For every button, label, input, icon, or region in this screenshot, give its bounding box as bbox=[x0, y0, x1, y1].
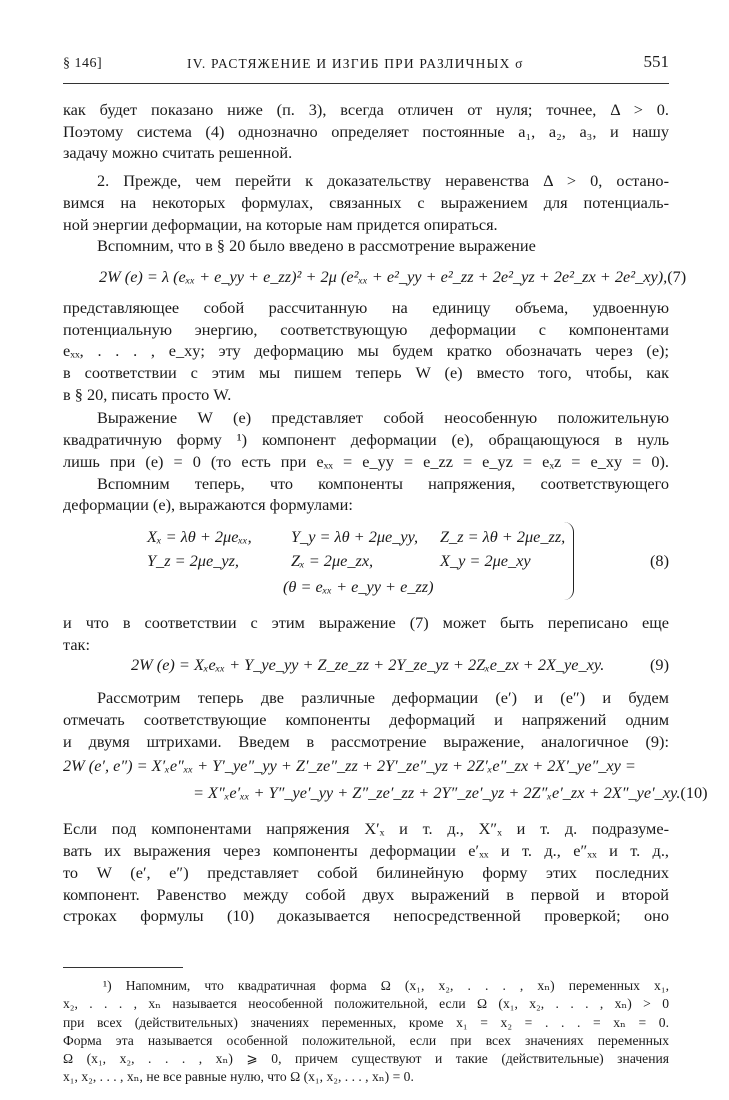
equation-10-line2 bbox=[63, 778, 708, 806]
right-brace bbox=[563, 522, 574, 600]
text-line: Если под компонентами напряжения X′ₓ и т. д., X″ₓ и т. д. подразуме- bbox=[63, 819, 669, 839]
section-ref: § 146] bbox=[63, 56, 103, 71]
paragraph-3 bbox=[63, 235, 669, 257]
footnote-line: Форма эта называется особенной положительной, если при всех значениях переменных bbox=[63, 1032, 669, 1048]
text-line: ной энергии деформации, на которые нам придется опираться. bbox=[63, 214, 498, 234]
paragraph-4 bbox=[63, 297, 669, 406]
footnote-line: при всех (действительных) значениях переменных, кроме x₁ = x₂ = . . . = xₙ = 0. bbox=[63, 1014, 669, 1030]
paragraph-6 bbox=[63, 473, 669, 516]
footnote bbox=[63, 977, 669, 1087]
text-line: Вспомним теперь, что компоненты напряжения, соответствующего bbox=[97, 473, 669, 493]
equation-formula: 2W (e′, e″) = X′ₓe″ₓₓ + Y′_ye″_yy + Z′_ze″_zz + 2Y′_ze″_yz + 2Z′ₓe″_zx + 2X′_ye″_xy = bbox=[63, 755, 636, 775]
paragraph-8 bbox=[63, 687, 669, 752]
equation-number: (8) bbox=[650, 550, 669, 570]
main-text bbox=[63, 99, 708, 927]
text-line: компонент. Равенство между собой двух выражений в первой и второй bbox=[63, 884, 669, 904]
text-line: и двумя штрихами. Введем в рассмотрение выражение, аналогичное (9): bbox=[63, 731, 669, 751]
paragraph-1 bbox=[63, 99, 669, 164]
text-line: лишь при (e) = 0 (то есть при eₓₓ = e_yy = e_zz = e_yz = eₓz = e_xy = 0). bbox=[63, 451, 669, 471]
eq8-cell: Y_z = 2μe_yz, bbox=[147, 550, 239, 570]
text-line: Поэтому система (4) однозначно определяет постоянные a₁, a₂, a₃, и нашу bbox=[63, 121, 669, 141]
footnote-line: ¹) Напомним, что квадратичная форма Ω (x₁, x₂, . . . , xₙ) переменных x₁, bbox=[103, 978, 669, 993]
text-line: в § 20, писать просто W. bbox=[63, 384, 232, 404]
eq8-cell: Xₓ = λθ + 2μeₓₓ, bbox=[147, 526, 252, 546]
text-line: Рассмотрим теперь две различные деформации (e′) и (e″) и будем bbox=[97, 688, 669, 708]
equation-number: (9) bbox=[650, 654, 669, 674]
header-rule bbox=[63, 83, 669, 84]
text-line: в соответствии с этим мы пишем теперь W (e) вместо того, чтобы, как bbox=[63, 363, 669, 383]
text-line: eₓₓ, . . . , e_xy; эту деформацию мы будем кратко обозначать через (e); bbox=[63, 341, 669, 361]
text-line: то W (e′, e″) представляет собой билинейную форму этих последних bbox=[63, 862, 669, 882]
equation-10-line1 bbox=[63, 752, 669, 778]
eq8-cell: Y_y = λθ + 2μe_yy, bbox=[291, 526, 419, 546]
equation-number: (10) bbox=[680, 782, 708, 802]
text-line: вать их выражения через компоненты деформации e′ₓₓ и т. д., e″ₓₓ и т. д., bbox=[63, 841, 669, 861]
footnote-line: x₁, x₂, . . . , xₙ, не все равные нулю, что Ω (x₁, x₂, . . . , xₙ) = 0. bbox=[63, 1069, 414, 1085]
eq8-cell: X_y = 2μe_xy bbox=[440, 550, 531, 570]
book-page bbox=[63, 52, 708, 1085]
footnote-rule bbox=[63, 967, 183, 968]
running-header bbox=[63, 52, 669, 78]
text-line: 2. Прежде, чем перейти к доказательству неравенства Δ > 0, остано- bbox=[97, 171, 669, 191]
text-line: и что в соответствии с этим выражение (7) может быть переписано еще bbox=[63, 612, 669, 632]
text-line: строках формулы (10) доказывается непосредственной проверкой; оно bbox=[63, 906, 669, 926]
text-line: Выражение W (e) представляет собой неособенную положительную bbox=[97, 408, 669, 428]
equation-8 bbox=[63, 520, 669, 606]
text-line: потенциальную энергию, соответствующую деформации с компонентами bbox=[63, 319, 669, 339]
equation-9 bbox=[63, 651, 669, 677]
eq8-theta: (θ = eₓₓ + e_yy + e_zz) bbox=[283, 576, 434, 596]
equation-formula: = X″ₓe′ₓₓ + Y″_ye′_yy + Z″_ze′_zz + 2Y″_ze′_yz + 2Z″ₓe′_zx + 2X″_ye′_xy. bbox=[193, 782, 681, 802]
chapter-title: IV. РАСТЯЖЕНИЕ И ИЗГИБ ПРИ РАЗЛИЧНЫХ σ bbox=[187, 56, 524, 71]
text-line: деформации (e), выражаются формулами: bbox=[63, 495, 353, 515]
paragraph-9 bbox=[63, 818, 669, 927]
text-line: задачу можно считать решенной. bbox=[63, 143, 293, 163]
eq8-cell: Zₓ = 2μe_zx, bbox=[291, 550, 374, 570]
equation-number: (7) bbox=[667, 267, 687, 287]
paragraph-2 bbox=[63, 170, 669, 235]
text-line: отмечать соответствующие компоненты деформаций и напряжений одним bbox=[63, 710, 669, 730]
text-line: Вспомним, что в § 20 было введено в рассмотрение выражение bbox=[97, 236, 536, 256]
equation-formula: 2W (e) = Xₓeₓₓ + Y_ye_yy + Z_ze_zz + 2Y_ze_yz + 2Zₓe_zx + 2X_ye_xy. bbox=[131, 654, 605, 674]
eq8-cell: Z_z = λθ + 2μe_zz, bbox=[440, 526, 566, 546]
equation-7 bbox=[63, 257, 687, 297]
footnote-line: Ω (x₁, x₂, . . . , xₙ) ⩾ 0, причем существуют и такие (действительные) значения bbox=[63, 1051, 669, 1067]
text-line: квадратичную форму ¹) компонент деформации (e), обращающуюся в нуль bbox=[63, 430, 669, 450]
footnote-line: x₂, . . . , xₙ называется неособенной положительной, если Ω (x₁, x₂, . . . , xₙ) > 0 bbox=[63, 996, 669, 1012]
paragraph-7 bbox=[63, 612, 669, 655]
paragraph-5 bbox=[63, 407, 669, 472]
page-number: 551 bbox=[643, 52, 669, 71]
text-line: так: bbox=[63, 634, 90, 654]
text-line: как будет показано ниже (п. 3), всегда отличен от нуля; точнее, Δ > 0. bbox=[63, 100, 669, 119]
equation-formula: 2W (e) = λ (eₓₓ + e_yy + e_zz)² + 2μ (e²ₓₓ + e²_yy + e²_zz + 2e²_yz + 2e²_zx + 2e²_xy), bbox=[99, 267, 668, 287]
text-line: представляющее собой рассчитанную на единицу объема, удвоенную bbox=[63, 297, 669, 317]
text-line: вимся на некоторых формулах, связанных с выражением для потенциаль- bbox=[63, 192, 669, 212]
